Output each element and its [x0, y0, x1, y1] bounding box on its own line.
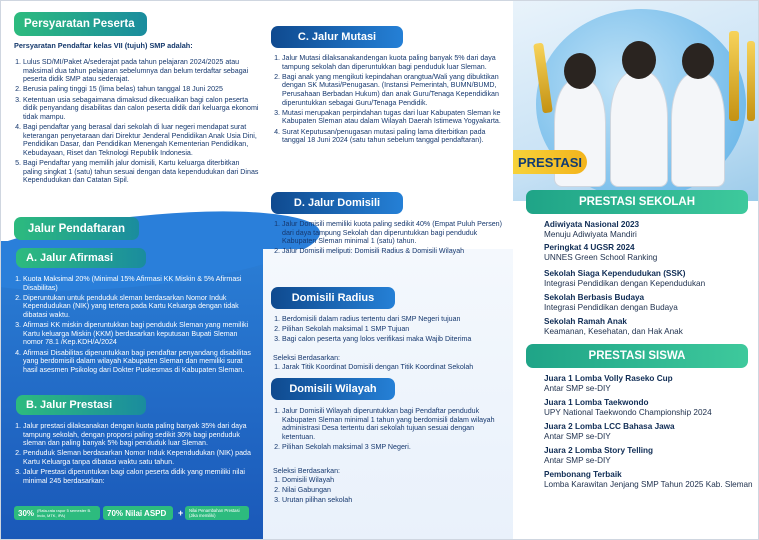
siswa-item-desc: Antar SMP se-DIY	[544, 384, 611, 393]
afirmasi-item: 3. Afirmasi KK miskin diperuntukkan bagi penduduk Sleman yang memiliki Kartu keluarga Miskin (KKM) berdasarkan keputusan Bupati Sleman nomor 78.1 /Kep.KDH/A/2024	[23, 321, 258, 347]
domisili-item: 1. Jalur Domisili memiliki kuota paling sedikit 40% (Empat Puluh Persen) dari daya tampung Sekolah dan diperuntukkan bagi penduduk Kabupaten Sleman minimal 1 (satu) tahun.	[282, 220, 509, 246]
prestasi-tag: PRESTASI	[513, 150, 587, 174]
score-30-badge	[14, 506, 100, 520]
wilayah-seleksi-item: 2. Nilai Gabungan	[282, 486, 509, 495]
score-70-badge: 70% Nilai ASPD	[103, 506, 173, 520]
requirements-list	[14, 58, 259, 186]
wilayah-item: 2. Pilihan Sekolah maksimal 3 SMP Negeri.	[282, 443, 509, 452]
student-figure	[610, 71, 668, 187]
requirement-item: 1. Lulus SD/MI/Paket A/sederajat pada tahun pelajaran 2024/2025 atau maksimal dua tahun pelajaran sebelumnya dan belum terdaftar sebagai peserta didik SMP atau sederajat.	[23, 58, 259, 84]
afirmasi-item: 4. Afirmasi Disabilitas diperuntukkan bagi pendaftar penyandang disabilitas yang berdomisili dalam wilayah Kabupaten Sleman dan memiliki surat hasil asesmen Psikolog dari Dokter Puskesmas di Kabupaten Sleman.	[23, 349, 258, 375]
radius-item: 3. Bagi calon peserta yang lolos verifikasi maka Wajib Diterima	[282, 335, 509, 344]
radius-heading: Domisili Radius	[271, 287, 395, 309]
sekolah-item-title: Sekolah Ramah Anak	[544, 317, 627, 326]
mutasi-item: 1. Jalur Mutasi dilaksanakandengan kuota paling banyak 5% dari daya tampung sekolah dan diperuntukkan bagi penduduk luar Sleman.	[282, 54, 509, 71]
radius-list	[273, 315, 509, 346]
domisili-heading: D. Jalur Domisili	[271, 192, 403, 214]
siswa-item-desc: Lomba Karawitan Jenjang SMP Tahun 2025 Kab. Sleman	[544, 480, 753, 489]
sekolah-item-desc: Integrasi Pendidikan dengan Budaya	[544, 303, 678, 312]
siswa-item	[544, 446, 754, 466]
mutasi-list	[273, 54, 509, 146]
prestasi-jalur-item: 2. Penduduk Sleman berdasarkan Nomor Induk Kependudukan (NIK) pada Kartu Keluarga tanpa dibatasi waktu satu tahun.	[23, 449, 258, 466]
mutasi-item: 2. Bagi anak yang mengikuti kepindahan orangtua/Wali yang dibuktikan dengan SK Mutasi/Penugasan. (Instansi Pemerintah, BUMN/BUMD, Perusahaan Berbadan Hukum) dan anak Guru/Tenaga Kependidikan diperuntukkan sebagai Guru/Tenaga Pendidik.	[282, 73, 509, 107]
sekolah-item	[544, 220, 754, 240]
jalur-pendaftaran-heading: Jalur Pendaftaran	[14, 217, 139, 240]
wilayah-seleksi-item: 3. Urutan pilihan sekolah	[282, 496, 509, 505]
siswa-item	[544, 422, 754, 442]
wilayah-heading: Domisili Wilayah	[271, 378, 395, 400]
wilayah-seleksi-label: Seleksi Berdasarkan:	[273, 467, 341, 475]
trophy-icon	[729, 31, 739, 121]
sekolah-item-desc: Keamanan, Kesehatan, dan Hak Anak	[544, 327, 683, 336]
siswa-item-title: Pembonang Terbaik	[544, 470, 622, 479]
score-plus: +	[178, 508, 184, 518]
siswa-item	[544, 398, 754, 418]
prestasi-jalur-list	[14, 422, 258, 487]
radius-item: 2. Pilihan Sekolah maksimal 1 SMP Tujuan	[282, 325, 509, 334]
radius-seleksi-item: 1. Jarak Titik Koordinat Domisili dengan Titik Koordinat Sekolah	[282, 363, 509, 372]
wilayah-seleksi-item: 1. Domisili Wilayah	[282, 476, 509, 485]
mutasi-heading: C. Jalur Mutasi	[271, 26, 403, 48]
wilayah-list	[273, 407, 509, 453]
sekolah-item-title: Adiwiyata Nasional 2023	[544, 220, 640, 229]
sekolah-item-title: Sekolah Berbasis Budaya	[544, 293, 645, 302]
domisili-list	[273, 220, 509, 258]
score-30-desc: (Rata-rata rapor 5 semester B. Indo, MTK, IPA)	[37, 508, 92, 518]
student-head	[682, 43, 714, 79]
afirmasi-list	[14, 275, 258, 376]
sekolah-item-desc: Integrasi Pendidikan dengan Kependudukan	[544, 279, 706, 288]
wilayah-seleksi	[273, 467, 509, 506]
persyaratan-heading: Persyaratan Peserta	[14, 12, 147, 36]
requirement-item: 5. Bagi Pendaftar yang memilih jalur domisili, Kartu keluarga diterbitkan paling singkat 1 (satu) tahun sesuai dengan data kependudukan dari Dinas Kependudukan dan Catatan Sipil.	[23, 159, 259, 185]
mutasi-item: 3. Mutasi merupakan perpindahan tugas dari luar Kabupaten Sleman ke Kabupaten Sleman atau dalam Wilayah Daerah Istimewa Yogyakarta.	[282, 109, 509, 126]
sekolah-item	[544, 243, 754, 263]
siswa-item	[544, 470, 754, 490]
wilayah-item: 1. Jalur Domisili Wilayah diperuntukkan bagi Pendaftar penduduk Kabupaten Sleman minimal 1 tahun yang berdomisili dalam wilayah administrasi Desa tertentu dari sekolah tujuan sesuai dengan ketentuan.	[282, 407, 509, 441]
afirmasi-item: 2. Diperuntukan untuk penduduk sleman berdasarkan Nomor Induk Kependudukan (NIK) yang tertera pada Kartu Keluarga dengan tidak dibatasi waktu.	[23, 294, 258, 320]
prestasi-jalur-heading: B. Jalur Prestasi	[16, 395, 146, 415]
siswa-item-title: Juara 1 Lomba Volly Raseko Cup	[544, 374, 673, 383]
sekolah-item	[544, 317, 754, 337]
score-30: 30%	[18, 508, 35, 518]
prestasi-sekolah-heading: PRESTASI SEKOLAH	[526, 190, 748, 214]
prestasi-jalur-item: 1. Jalur prestasi dilaksanakan dengan kuota paling banyak 35% dari daya tampung sekolah, dengan proporsi paling sedikit 30% bagi penduduk sleman dan paling banyak 5% bagi penduduk luar Sleman.	[23, 422, 258, 448]
radius-item: 1. Berdomisili dalam radius tertentu dari SMP Negeri tujuan	[282, 315, 509, 324]
sekolah-item-title: Sekolah Siaga Kependudukan (SSK)	[544, 269, 686, 278]
sekolah-item	[544, 293, 754, 313]
student-head	[622, 41, 656, 79]
prestasi-jalur-item: 3. Jalur Prestasi diperuntukan bagi calon peserta didik yang memiliki nilai minimal 245 berdasarkan:	[23, 468, 258, 485]
siswa-item-title: Juara 2 Lomba Story Telling	[544, 446, 654, 455]
domisili-item: 2. Jalur Domisili meliputi: Domisili Radius & Domisili Wilayah	[282, 247, 509, 256]
afirmasi-heading: A. Jalur Afirmasi	[16, 248, 146, 268]
sekolah-item-title: Peringkat 4 UGSR 2024	[544, 243, 635, 252]
siswa-item-desc: Antar SMP se-DIY	[544, 456, 611, 465]
radius-seleksi-label: Seleksi Berdasarkan:	[273, 354, 341, 362]
student-figure	[671, 73, 725, 187]
siswa-item-desc: Antar SMP se-DIY	[544, 432, 611, 441]
sekolah-item-desc: UNNES Green School Ranking	[544, 253, 658, 262]
score-bonus-badge: Nilai Penambahan Prestasi (Jika memiliki)	[185, 506, 249, 520]
requirement-item: 3. Ketentuan usia sebagaimana dimaksud dikecualikan bagi calon peserta didik penyandang disabilitas dan calon peserta didik dari keluarga ekonomi tidak mampu.	[23, 96, 259, 122]
requirement-item: 2. Berusia paling tinggi 15 (lima belas) tahun tanggal 18 Juni 2025	[23, 85, 259, 94]
sekolah-item-desc: Menuju Adiwiyata Mandiri	[544, 230, 637, 239]
siswa-item-title: Juara 1 Lomba Taekwondo	[544, 398, 649, 407]
siswa-item-desc: UPY National Taekwondo Championship 2024	[544, 408, 712, 417]
radius-seleksi	[273, 354, 509, 373]
afirmasi-item: 1. Kuota Maksimal 20% (Minimal 15% Afirmasi KK Miskin & 5% Afirmasi Disabilitas)	[23, 275, 258, 292]
trophy-icon	[747, 41, 755, 121]
mutasi-item: 4. Surat Keputusan/penugasan mutasi paling lama diterbitkan pada tanggal 18 Juni 2024 (satu tahun sebelum tanggal pendaftaran).	[282, 128, 509, 145]
requirement-item: 4. Bagi pendaftar yang berasal dari sekolah di luar negeri mendapat surat keterangan penyetaraan dari Direktur Jenderal Pendidikan Anak Usia Dini, Pendidikan Dasar, dan Pendidikan Menengah Kementerian Pendidikan, Kebudayaan, Riset dan Teknologi Republik Indonesia.	[23, 123, 259, 157]
prestasi-siswa-heading: PRESTASI SISWA	[526, 344, 748, 368]
siswa-item	[544, 374, 754, 394]
persyaratan-intro: Persyaratan Pendaftar kelas VII (tujuh) SMP adalah:	[14, 41, 193, 50]
student-head	[564, 53, 596, 89]
sekolah-item	[544, 269, 754, 289]
siswa-item-title: Juara 2 Lomba LCC Bahasa Jawa	[544, 422, 675, 431]
